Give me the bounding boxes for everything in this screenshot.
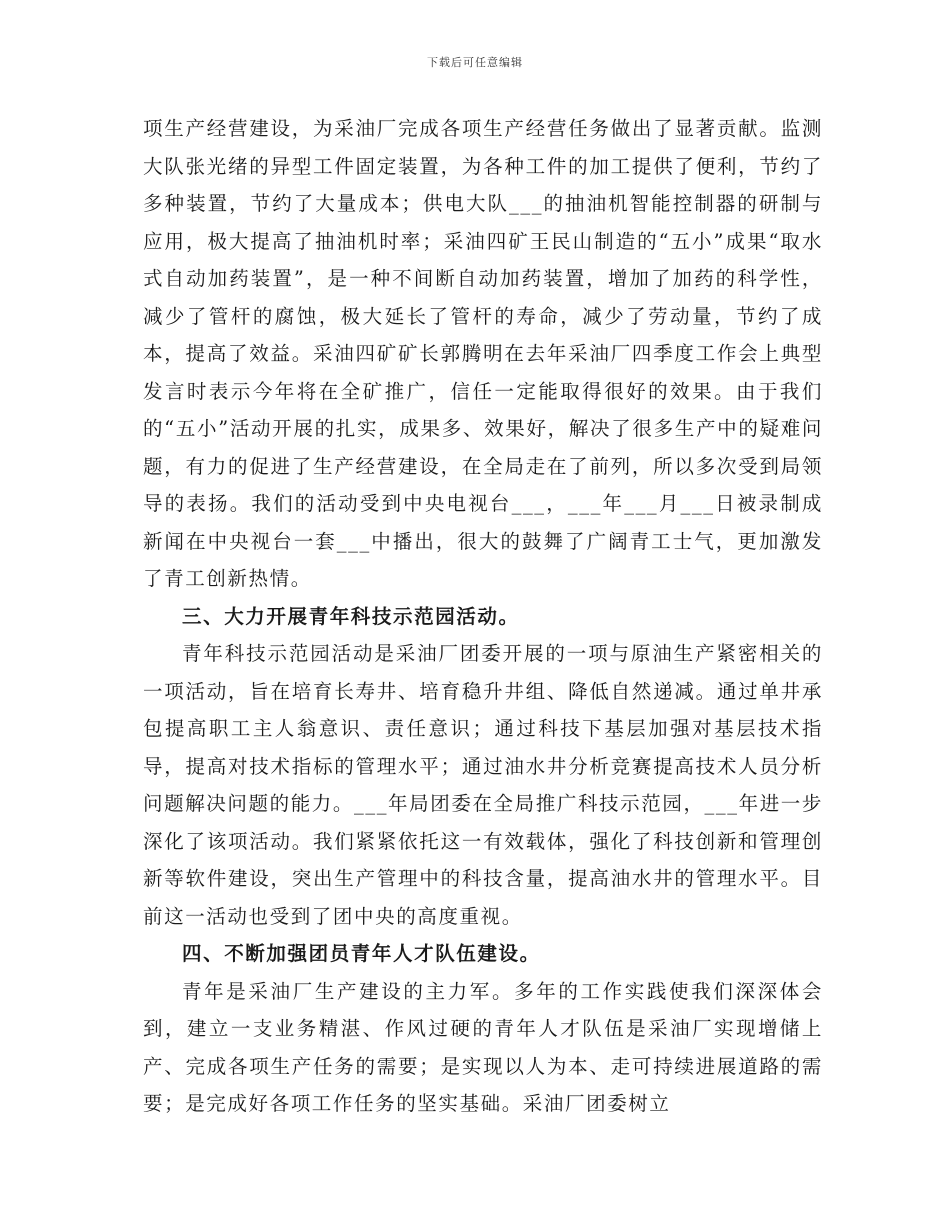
page-header-note: 下载后可任意编辑 — [427, 56, 523, 69]
paragraph-section-3: 青年科技示范园活动是采油厂团委开展的一项与原油生产紧密相关的一项活动，旨在培育长寿井、培育稳升井组、降低自然递减。通过单井承包提高职工主人翁意识、责任意识；通过科技下基层加强对基层技术指导，提高对技术指标的管理水平；通过油水井分析竞赛提高技术人员分析问题解决问题的能力。___年局团委在全局推广科技示范园，___年进一步深化了该项活动。我们紧紧依托这一有效载体，强化了科技创新和管理创新等软件建设，突出生产管理中的科技含量，提高油水井的管理水平。目前这一活动也受到了团中央的高度重视。 — [143, 642, 824, 928]
section-heading-4: 四、不断加强团员青年人才队伍建设。 — [182, 942, 541, 965]
document-body — [143, 110, 823, 1123]
paragraph-section-4: 青年是采油厂生产建设的主力军。多年的工作实践使我们深深体会到，建立一支业务精湛、作风过硬的青年人才队伍是采油厂实现增储上产、完成各项生产任务的需要；是实现以人为本、走可持续进展道路的需要；是完成好各项工作任务的坚实基础。采油厂团委树立 — [143, 979, 823, 1115]
section-heading-3: 三、大力开展青年科技示范园活动。 — [182, 604, 520, 628]
paragraph-continued: 项生产经营建设，为采油厂完成各项生产经营任务做出了显著贡献。监测大队张光绪的异型工件固定装置，为各种工件的加工提供了便利，节约了多种装置，节约了大量成本；供电大队___的抽油机智能控制器的研制与应用，极大提高了抽油机时率；采油四矿王民山制造的“五小”成果“取水式自动加药装置”，是一种不间断自动加药装置，增加了加药的科学性，减少了管杆的腐蚀，极大延长了管杆的寿命，减少了劳动量，节约了成本，提高了效益。采油四矿矿长郭腾明在去年采油厂四季度工作会上典型发言时表示今年将在全矿推广，信任一定能取得很好的效果。由于我们的“五小”活动开展的扎实，成果多、效果好，解决了很多生产中的疑难问题，有力的促进了生产经营建设，在全局走在了前列，所以多次受到局领导的表扬。我们的活动受到中央电视台___，___年___月___日被录制成新闻在中央视台一套___中播出，很大的鼓舞了广阔青工士气，更加激发了青工创新热情。 — [143, 117, 823, 590]
